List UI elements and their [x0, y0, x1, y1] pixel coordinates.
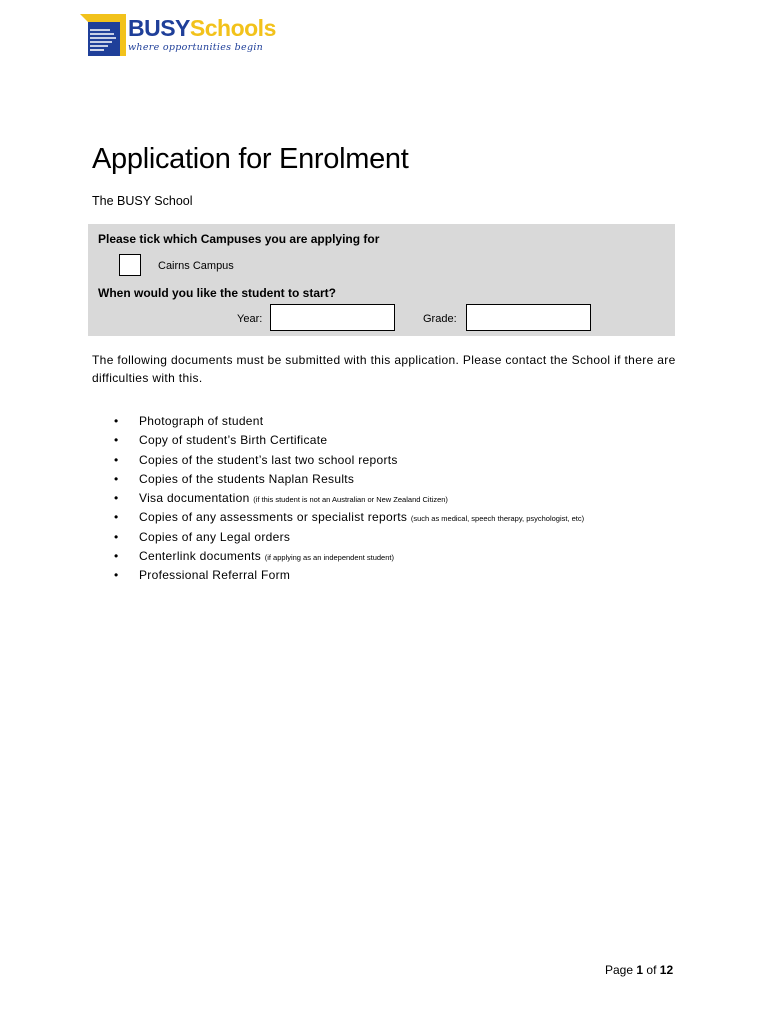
document-text: Visa documentation: [139, 491, 250, 506]
year-input[interactable]: [270, 304, 395, 331]
list-item: [92, 433, 584, 452]
school-name: The BUSY School: [92, 194, 193, 208]
required-documents-list: [92, 414, 584, 588]
cairns-campus-label: Cairns Campus: [158, 260, 234, 272]
list-item: [92, 472, 584, 491]
document-text: Copy of student’s Birth Certificate: [139, 433, 328, 448]
document-text: Centerlink documents: [139, 549, 262, 564]
documents-intro: The following documents must be submitted with this application. Please contact the School if there are difficulties with this.: [92, 353, 676, 385]
year-label: Year:: [237, 313, 263, 325]
grade-input[interactable]: [466, 304, 591, 331]
page-number: Page 1 of 12: [605, 963, 674, 977]
document-text: Copies of any Legal orders: [139, 529, 291, 544]
document-note: (such as medical, speech therapy, psychologist, etc): [410, 514, 585, 524]
cairns-campus-checkbox[interactable]: [119, 254, 141, 276]
logo-mark-icon: [80, 12, 128, 58]
bullet-icon: •: [114, 491, 119, 506]
busy-schools-logo: [80, 12, 280, 58]
start-question: When would you like the student to start?: [98, 286, 337, 300]
bullet-icon: •: [114, 549, 119, 564]
list-item: [92, 510, 584, 529]
document-text: Copies of the student’s last two school reports: [139, 452, 398, 467]
logo-tagline: where opportunities begin: [128, 42, 264, 53]
logo-wordmark: BUSYSchools: [128, 15, 276, 41]
document-note: (if this student is not an Australian or New Zealand Citizen): [253, 495, 448, 505]
document-text: Copies of the students Naplan Results: [139, 471, 355, 486]
list-item: [92, 549, 584, 568]
campus-question: Please tick which Campuses you are applying for: [98, 232, 380, 246]
bullet-icon: •: [114, 414, 119, 428]
document-text: Photograph of student: [139, 414, 264, 428]
document-text: Copies of any assessments or specialist reports: [139, 510, 408, 525]
bullet-icon: •: [114, 568, 119, 583]
grade-label: Grade:: [423, 313, 457, 325]
document-note: (if applying as an independent student): [264, 553, 394, 563]
campus-start-panel: [88, 224, 675, 336]
bullet-icon: •: [114, 471, 119, 486]
list-item: [92, 568, 584, 587]
bullet-icon: •: [114, 433, 119, 448]
list-item: [92, 530, 584, 549]
list-item: [92, 414, 584, 433]
page-title: Application for Enrolment: [92, 143, 409, 175]
document-text: Professional Referral Form: [139, 568, 291, 583]
bullet-icon: •: [114, 452, 119, 467]
bullet-icon: •: [114, 529, 119, 544]
list-item: [92, 453, 584, 472]
bullet-icon: •: [114, 510, 119, 525]
list-item: [92, 491, 584, 510]
